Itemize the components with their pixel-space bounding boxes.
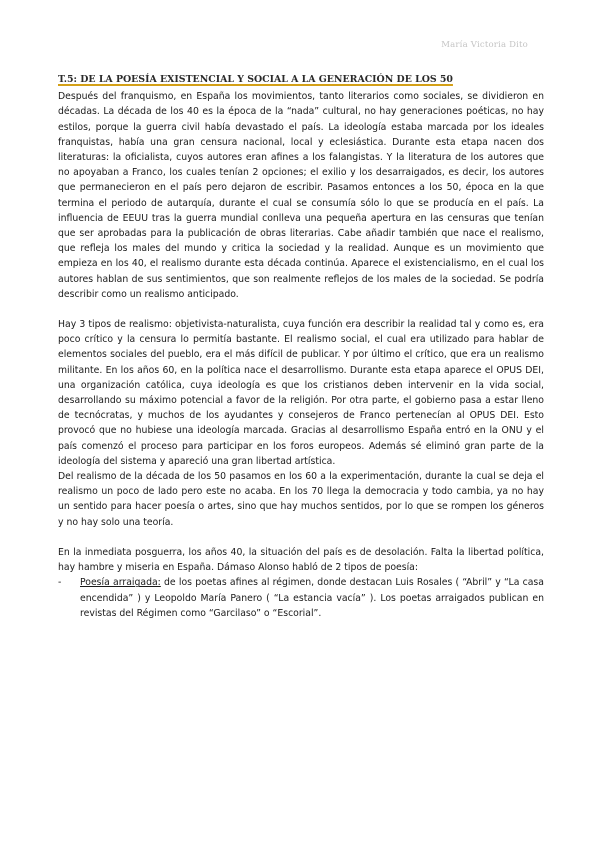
document-title: T.5: DE LA POESÍA EXISTENCIAL Y SOCIAL A LA GENERACIÓN DE LOS 50 (58, 74, 453, 85)
list-term: Poesía arraigada: (80, 577, 161, 589)
list-bullet: - (58, 577, 62, 589)
list-item (58, 575, 544, 621)
paragraph-realism-types: Hay 3 tipos de realismo: objetivista-naturalista, cuya función era describir la realidad tal y como es, era poco crítico y la censura lo permitía bastante. El realismo social, el cual era utilizado para hablar de elementos sociales del pueblo, era el más difícil de publicar. Y por último el crítico, que era un realismo militante. En los años 60, en la política nace el desarrollismo. Durante esta etapa aparece el OPUS DEI, una organización católica, cuya ideología es que los cristianos deben intervenir en la vida social, desarrollando su máximo potencial a favor de la religión. Por otra parte, el gobierno pasa a estar lleno de tecnócratas, y muchos de los ayudantes y consejeros de Franco pertenecían al OPUS DEI. Esto provocó que no hubiese una ideología marcada. Gracias al desarrollismo España entró en la ONU y el país comenzó el proceso para participar en los foros europeos. Además sé eliminó gran parte de la ideología del sistema y apareció una gran libertad artística. (58, 319, 544, 467)
document-body (58, 72, 544, 621)
paragraph-intro: Después del franquismo, en España los movimientos, tanto literarios como sociales, se dividieron en décadas. La década de los 40 es la época de la “nada” cultural, no hay generaciones poéticas, no hay estilos, porque la guerra civil había devastado el país. La ideología estaba marcada por los ideales franquistas, había una gran censura nacional, local y eclesiástica. Durante esta etapa nacen dos literaturas: la oficialista, cuyos autores eran afines a los falangistas. Y la literatura de los autores que no apoyaban a Franco, los cuales tenían 2 opciones; el exilio y los desarraigados, es decir, los autores que permanecieron en el país pero dejaron de escribir. Pasamos entonces a los 50, época en la que termina el periodo de autarquía, durante el cual se consumía sólo lo que se producía en el país. La influencia de EEUU tras la guerra mundial conlleva una pequeña apertura en las censuras que tenían que ser aprobadas para la publicación de obras literarias. Cabe añadir también que nace el realismo, que refleja los males del mundo y critica la sociedad y la realidad. Aunque es un movimiento que empieza en los 40, el realismo durante esta década continúa. Aparece el existencialismo, en el cual los autores hablan de sus sentimientos, que son realmente reflejos de los males de la sociedad. Se podría describir como un realismo anticipado. (58, 91, 544, 300)
list-text: de los poetas afines al régimen, donde destacan Luis Rosales ( “Abril” y “La casa encendida” ) y Leopoldo María Panero ( “La estancia vacía” ). Los poetas arraigados publican en revistas del Régimen como “Garcilaso” o “Escorial”. (80, 577, 544, 619)
paragraph-posguerra: En la inmediata posguerra, los años 40, la situación del país es de desolación. Falta la libertad política, hay hambre y miseria en España. Dámaso Alonso habló de 2 tipos de poesía: (58, 546, 544, 574)
header-author: María Victoria Dito (441, 40, 528, 50)
paragraph-experimentation: Del realismo de la década de los 50 pasamos en los 60 a la experimentación, durante la cual se deja el realismo un poco de lado pero este no acaba. En los 70 llega la democracia y todo cambia, ya no hay un sentido para hacer poesía o artes, sino que hay muchos sentidos, por lo que se rompen los géneros y no hay solo una teoría. (58, 471, 544, 528)
poetry-types-list (58, 575, 544, 621)
